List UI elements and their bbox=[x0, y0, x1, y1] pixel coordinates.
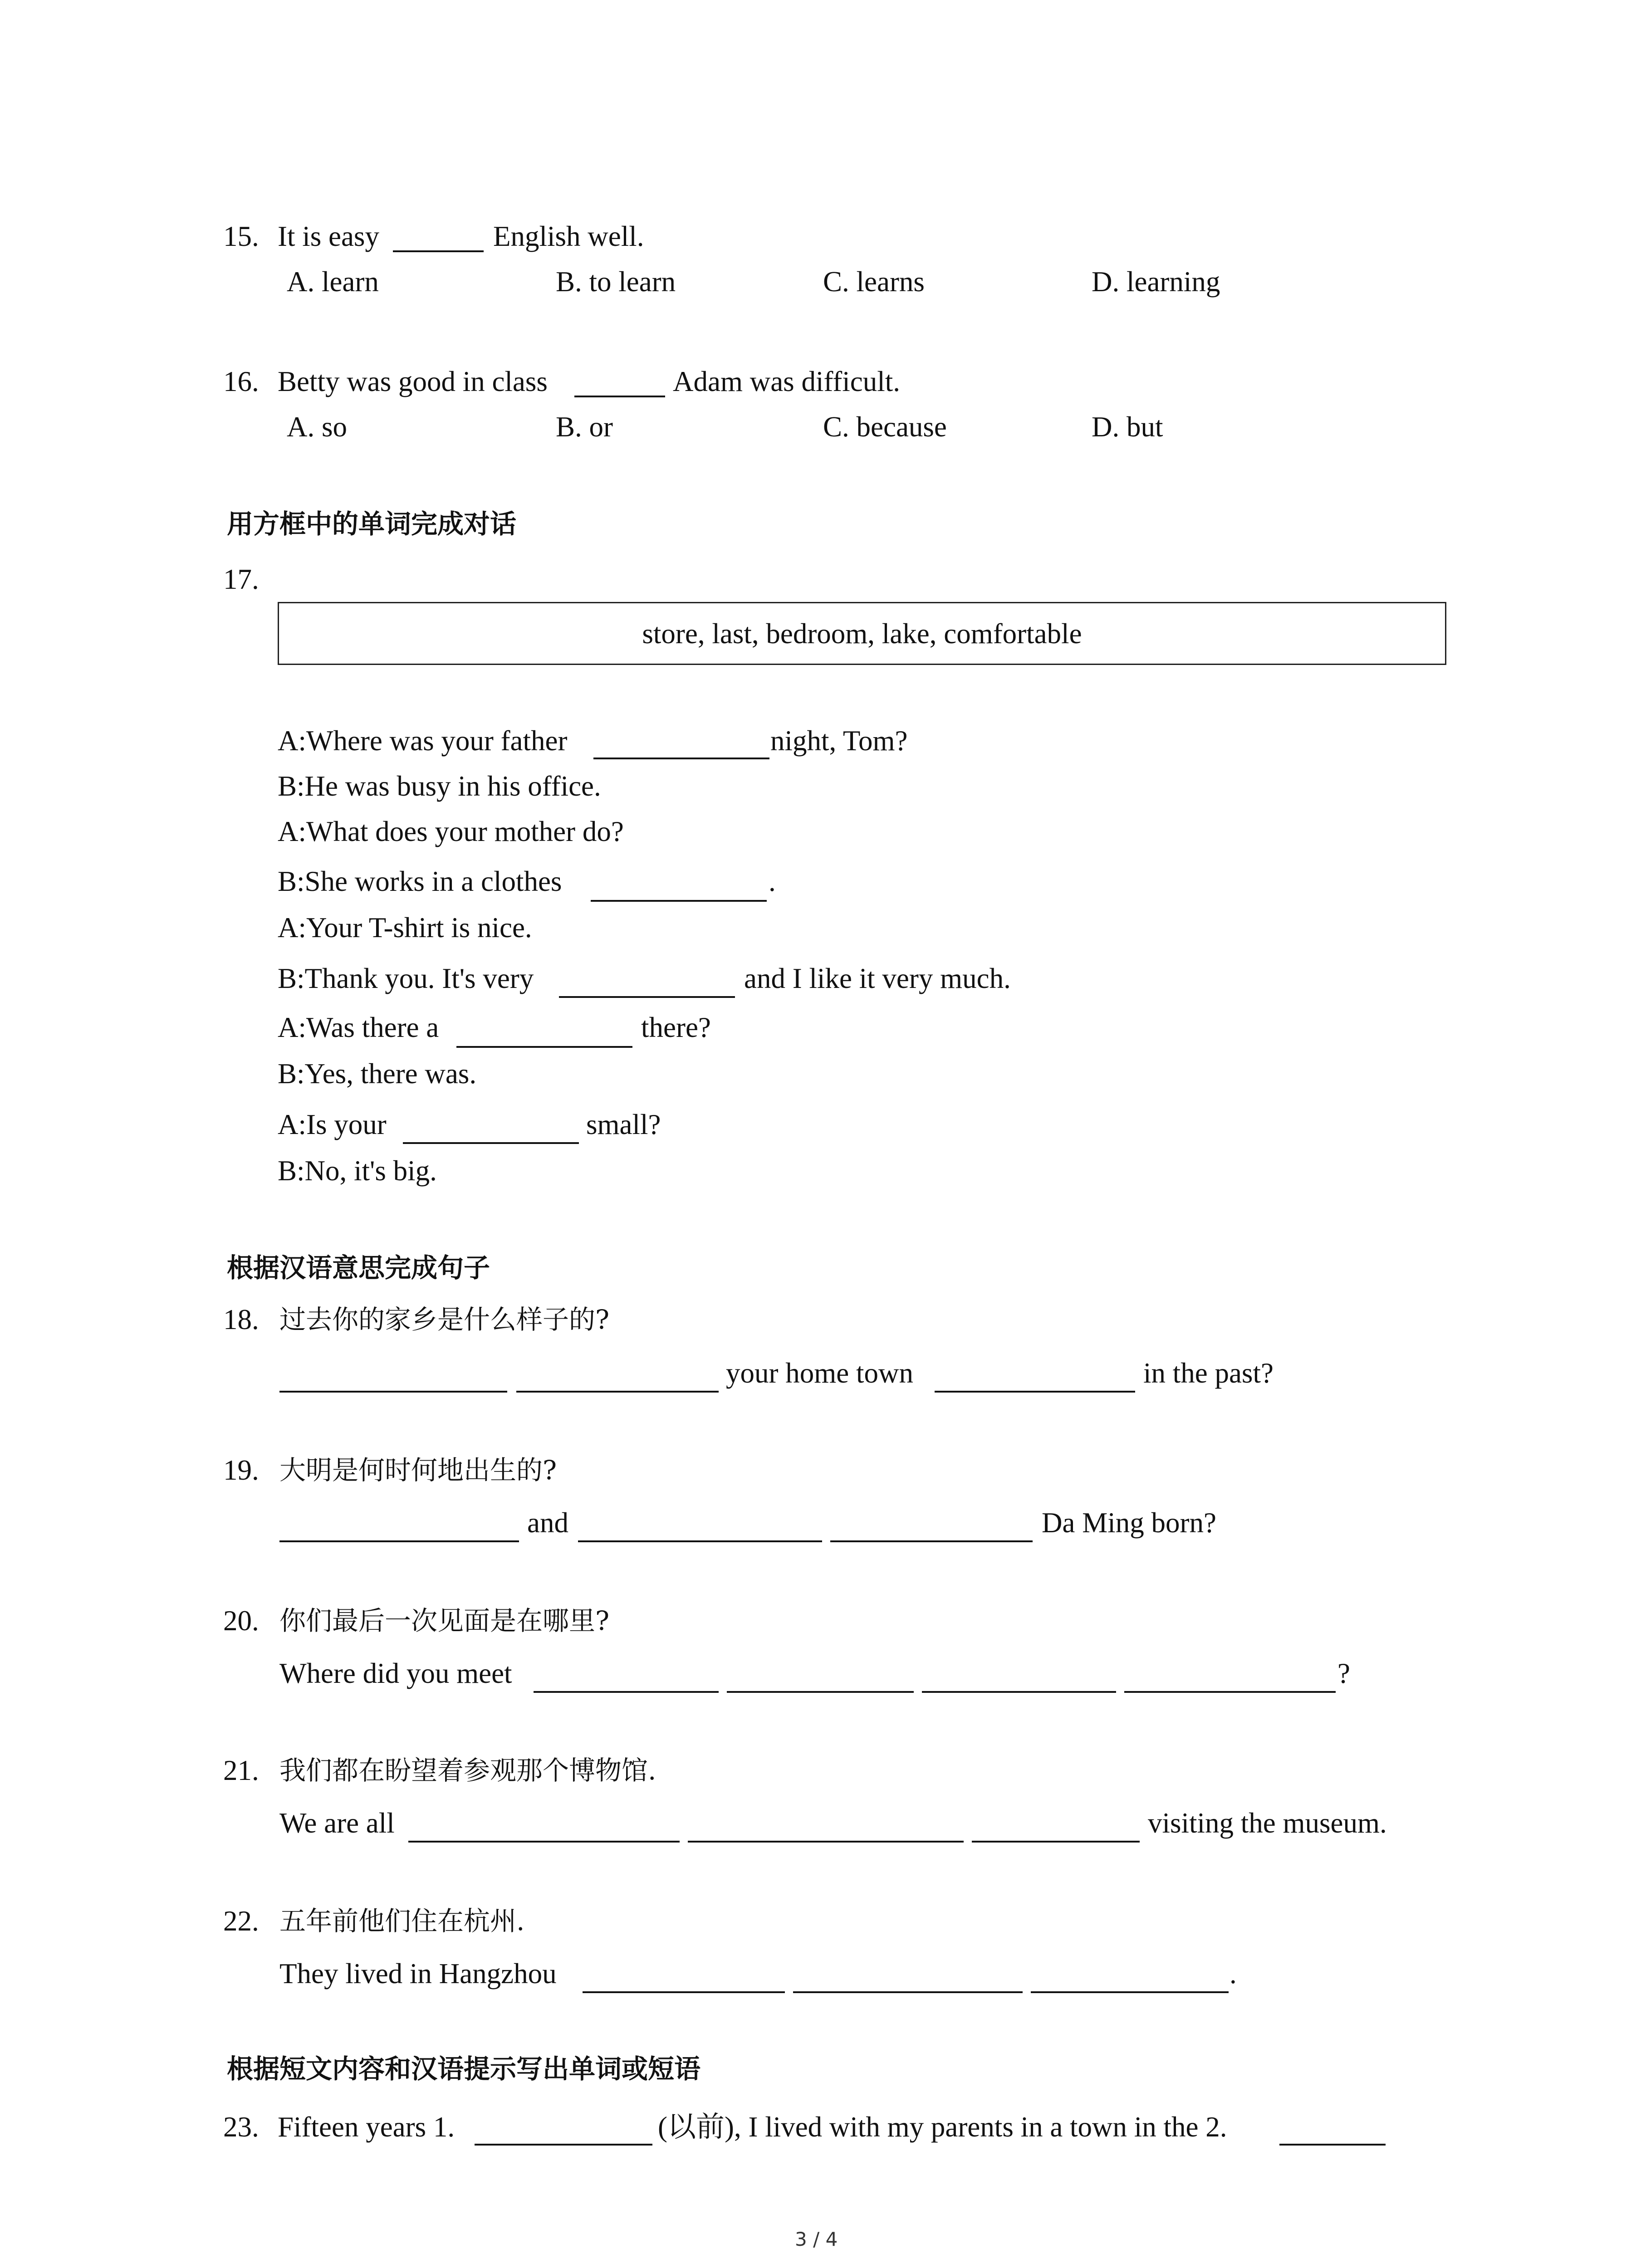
dialogue-line: night, Tom? bbox=[770, 725, 908, 757]
dialogue-line: B:No, it's big. bbox=[278, 1155, 437, 1187]
answer-blank[interactable] bbox=[456, 1046, 632, 1048]
dialogue-line: A:Was there a bbox=[278, 1012, 439, 1043]
question-number: 20. bbox=[223, 1605, 259, 1637]
word-box-text: store, last, bedroom, lake, comfortable bbox=[642, 618, 1082, 650]
answer-blank[interactable] bbox=[688, 1841, 964, 1843]
answer-blank[interactable] bbox=[475, 2144, 652, 2146]
sentence-part: and bbox=[527, 1507, 568, 1539]
dialogue-line: A:Your T-shirt is nice. bbox=[278, 912, 532, 943]
sentence-part: your home town bbox=[726, 1357, 913, 1389]
question-number: 18. bbox=[223, 1304, 259, 1335]
option-b[interactable]: B. to learn bbox=[556, 266, 676, 298]
chinese-prompt: 大明是何时何地出生的? bbox=[279, 1455, 557, 1486]
dialogue-line: B:She works in a clothes bbox=[278, 865, 562, 897]
answer-blank[interactable] bbox=[516, 1391, 719, 1393]
option-a[interactable]: A. learn bbox=[287, 266, 379, 298]
sentence-part: They lived in Hangzhou bbox=[279, 1958, 557, 1989]
answer-blank[interactable] bbox=[972, 1841, 1140, 1843]
question-stem: It is easy bbox=[278, 220, 379, 252]
dialogue-line: B:He was busy in his office. bbox=[278, 770, 601, 802]
chinese-prompt: 我们都在盼望着参观那个博物馆. bbox=[279, 1755, 656, 1786]
option-a[interactable]: A. so bbox=[287, 411, 348, 443]
question-stem: Adam was difficult. bbox=[673, 366, 900, 397]
section-heading: 根据短文内容和汉语提示写出单词或短语 bbox=[227, 2053, 701, 2084]
option-b[interactable]: B. or bbox=[556, 411, 613, 443]
answer-blank[interactable] bbox=[830, 1540, 1033, 1542]
answer-blank[interactable] bbox=[574, 396, 665, 397]
sentence-part: Fifteen years 1. bbox=[278, 2111, 455, 2143]
answer-blank[interactable] bbox=[393, 250, 484, 252]
section-heading: 用方框中的单词完成对话 bbox=[227, 508, 517, 539]
answer-blank[interactable] bbox=[935, 1391, 1135, 1393]
answer-blank[interactable] bbox=[727, 1691, 914, 1693]
sentence-part: (以前), I lived with my parents in a town in the 2. bbox=[658, 2111, 1227, 2143]
dialogue-line: A:Where was your father bbox=[278, 725, 568, 757]
option-c[interactable]: C. learns bbox=[823, 266, 925, 298]
question-stem: English well. bbox=[493, 220, 644, 252]
chinese-prompt: 你们最后一次见面是在哪里? bbox=[279, 1605, 610, 1636]
dialogue-line: B:Yes, there was. bbox=[278, 1058, 477, 1090]
answer-blank[interactable] bbox=[559, 996, 735, 998]
dialogue-line: small? bbox=[586, 1109, 661, 1140]
page-number: 3 / 4 bbox=[795, 2228, 838, 2250]
dialogue-line: B:Thank you. It's very bbox=[278, 963, 534, 994]
option-d[interactable]: D. but bbox=[1092, 411, 1163, 443]
answer-blank[interactable] bbox=[534, 1691, 719, 1693]
chinese-prompt: 五年前他们住在杭州. bbox=[279, 1906, 525, 1936]
answer-blank[interactable] bbox=[408, 1841, 680, 1843]
sentence-part: Da Ming born? bbox=[1042, 1507, 1216, 1539]
answer-blank[interactable] bbox=[279, 1540, 519, 1542]
option-d[interactable]: D. learning bbox=[1092, 266, 1220, 298]
answer-blank[interactable] bbox=[1124, 1691, 1336, 1693]
sentence-part: in the past? bbox=[1143, 1357, 1274, 1389]
answer-blank[interactable] bbox=[578, 1540, 822, 1542]
sentence-part: We are all bbox=[279, 1807, 395, 1839]
dialogue-line: . bbox=[769, 865, 776, 897]
answer-blank[interactable] bbox=[793, 1991, 1023, 1993]
sentence-part: Where did you meet bbox=[279, 1657, 512, 1689]
answer-blank[interactable] bbox=[593, 758, 769, 759]
word-box bbox=[278, 602, 1446, 665]
question-number: 17. bbox=[223, 563, 259, 595]
answer-blank[interactable] bbox=[591, 900, 767, 902]
dialogue-line: A:What does your mother do? bbox=[278, 816, 624, 847]
question-stem: Betty was good in class bbox=[278, 366, 548, 397]
answer-blank[interactable] bbox=[1279, 2144, 1386, 2146]
answer-blank[interactable] bbox=[583, 1991, 785, 1993]
answer-blank[interactable] bbox=[279, 1391, 507, 1393]
question-number: 16. bbox=[223, 366, 259, 397]
question-number: 19. bbox=[223, 1454, 259, 1486]
dialogue-line: A:Is your bbox=[278, 1109, 387, 1140]
sentence-part: . bbox=[1230, 1958, 1237, 1989]
answer-blank[interactable] bbox=[922, 1691, 1116, 1693]
sentence-part: ? bbox=[1337, 1657, 1350, 1689]
answer-blank[interactable] bbox=[403, 1142, 579, 1144]
section-heading: 根据汉语意思完成句子 bbox=[227, 1252, 490, 1283]
chinese-prompt: 过去你的家乡是什么样子的? bbox=[279, 1304, 610, 1335]
question-number: 15. bbox=[223, 220, 259, 252]
option-c[interactable]: C. because bbox=[823, 411, 947, 443]
answer-blank[interactable] bbox=[1031, 1991, 1229, 1993]
dialogue-line: and I like it very much. bbox=[744, 963, 1011, 994]
dialogue-line: there? bbox=[641, 1012, 711, 1043]
question-number: 23. bbox=[223, 2111, 259, 2143]
question-number: 21. bbox=[223, 1755, 259, 1786]
sentence-part: visiting the museum. bbox=[1148, 1807, 1387, 1839]
question-number: 22. bbox=[223, 1905, 259, 1937]
